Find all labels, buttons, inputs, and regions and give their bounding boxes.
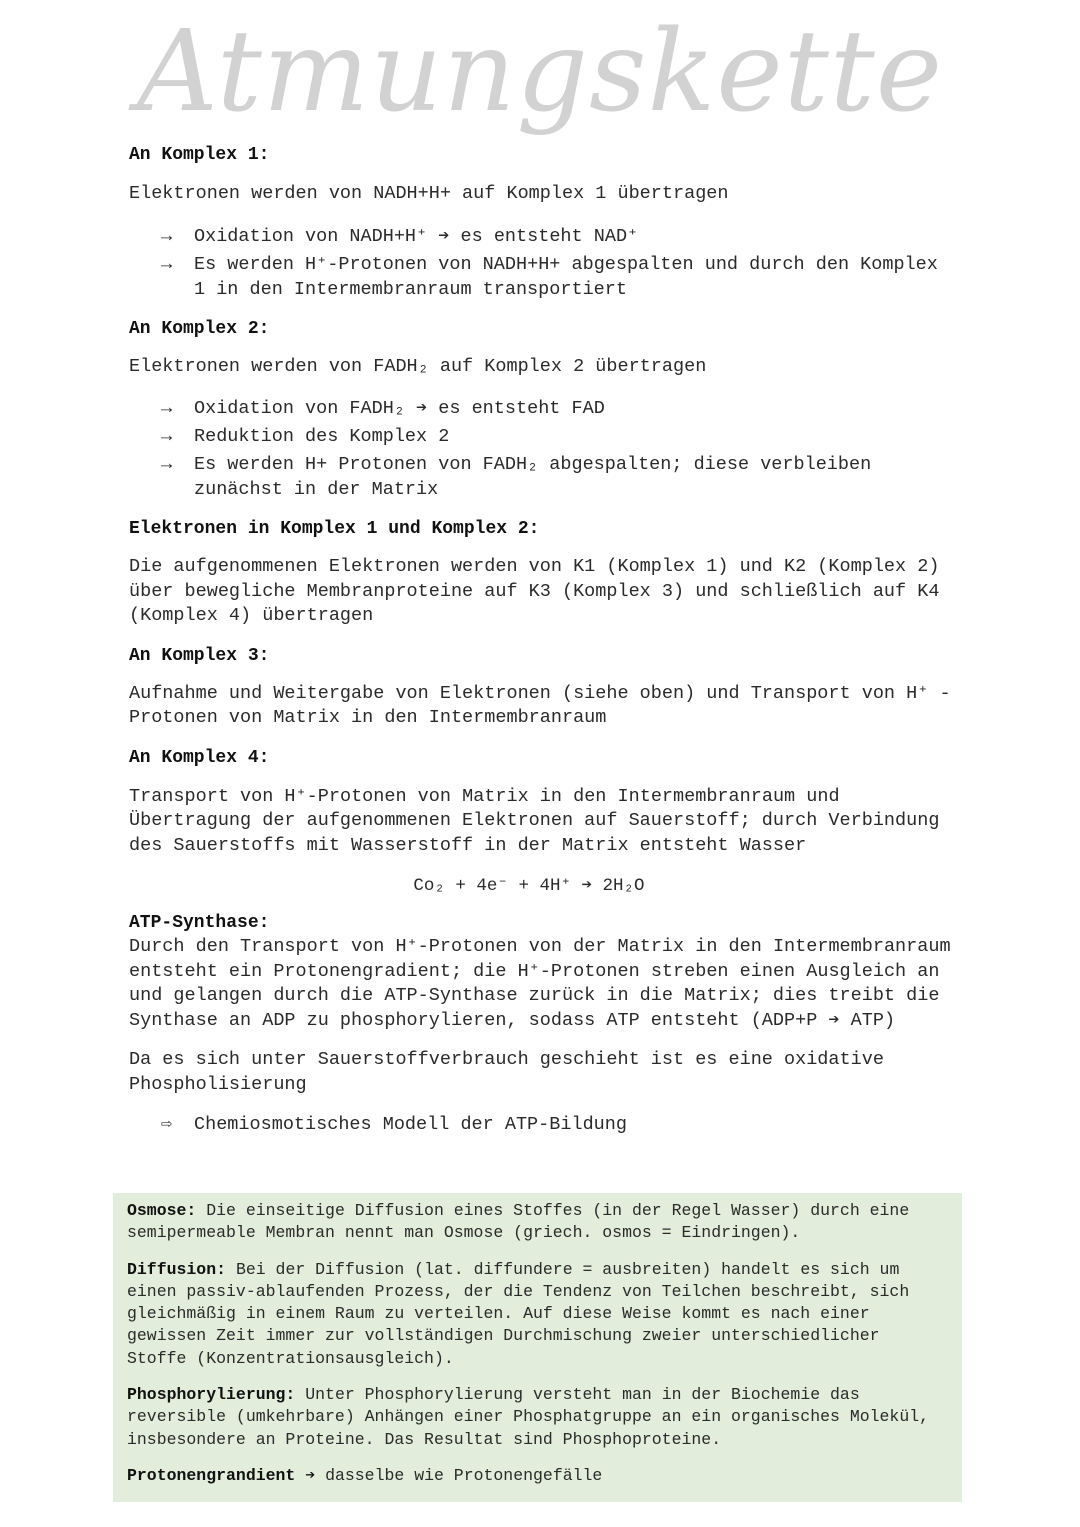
- list-item: → Oxidation von FADH₂ ➔ es entsteht FAD: [161, 398, 605, 419]
- heading-atp-synthase: ATP-Synthase:: [129, 913, 270, 933]
- glossary-item-phosphorylierung: Phosphorylierung: Unter Phosphorylierung versteht man in der Biochemie das reversible (umkehrbare) Anhängen einer Phosphatgruppe an ein organisches Molekül, insbesondere an Proteine. Das Resultat sind Phosphoproteine.: [127, 1385, 930, 1449]
- komplex-1-list: [129, 224, 959, 302]
- list-item: → Reduktion des Komplex 2: [161, 426, 450, 447]
- arrow-right-icon: →: [161, 225, 173, 247]
- glossary-item-protonengradient: Protonengrandient ➔ dasselbe wie Protonengefälle: [127, 1465, 603, 1485]
- glossary-box: [113, 1193, 962, 1502]
- komplex-2-text: Elektronen werden von FADH₂ auf Komplex 2 übertragen: [129, 355, 707, 377]
- atp-list: [129, 1112, 959, 1137]
- arrow-right-icon: →: [161, 253, 173, 275]
- page-title: Atmungskette: [136, 7, 943, 137]
- reaction-equation: Co₂ + 4e⁻ + 4H⁺ ➔ 2H₂O: [413, 876, 645, 896]
- arrow-right-icon: →: [161, 426, 173, 447]
- komplex-2-list: [129, 396, 959, 502]
- glossary-item-diffusion: Diffusion: Bei der Diffusion (lat. diffundere = ausbreiten) handelt es sich um einen passiv-ablaufenden Prozess, der die Tendenz von Teilchen beschreibt, sich gleichmäßig in einem Raum zu verteilen. Auf diese Weise kommt es nach einer gewissen Zeit immer zur vollständigen Durchmischung zweier unterschiedlicher Stoffe (Konzentrationsausgleich).: [127, 1259, 910, 1368]
- heading-komplex-1-und-2: Elektronen in Komplex 1 und Komplex 2:: [129, 519, 540, 539]
- heading-komplex-4: An Komplex 4:: [129, 747, 270, 768]
- heading-komplex-1: An Komplex 1:: [129, 145, 270, 165]
- atp-synthase-text-2: Da es sich unter Sauerstoffverbrauch geschieht ist es eine oxidative Phospholisierung: [129, 1049, 884, 1095]
- list-item: → Es werden H+ Protonen von FADH₂ abgespalten; diese verbleiben zunächst in der Matrix: [161, 454, 872, 500]
- komplex-4-text: Transport von H⁺-Protonen von Matrix in den Intermembranraum und Übertragung der aufgenommenen Elektronen auf Sauerstoff; durch Verbindung des Sauerstoffs mit Wasserstoff in der Matrix entsteht Wasser: [129, 785, 940, 856]
- komplex-3-text: Aufnahme und Weitergabe von Elektronen (siehe oben) und Transport von H⁺ -Protonen von Matrix in den Intermembranraum: [129, 682, 951, 728]
- list-item: ⇨ Chemiosmotisches Modell der ATP-Bildung: [161, 1114, 627, 1135]
- atp-synthase-text: Durch den Transport von H⁺-Protonen von der Matrix in den Intermembranraum entsteht ein Protonengradient; die H⁺-Protonen streben einen Ausgleich an und gelangen durch die ATP-Synthase zurück in die Matrix; dies treibt die Synthase an ADP zu phosphorylieren, sodass ATP entsteht (ADP+P ➔ ATP): [129, 936, 951, 1031]
- arrow-right-icon: →: [161, 398, 173, 419]
- heading-komplex-2: An Komplex 2:: [129, 318, 270, 339]
- glossary-item-osmose: Osmose: Die einseitige Diffusion eines Stoffes (in der Regel Wasser) durch eine semipermeable Membran nennt man Osmose (griech. osmos = Eindringen).: [127, 1201, 910, 1243]
- outline-arrow-icon: ⇨: [161, 1114, 173, 1135]
- heading-komplex-3: An Komplex 3:: [129, 645, 270, 666]
- komplex-1-text: Elektronen werden von NADH+H+ auf Komplex 1 übertragen: [129, 183, 729, 204]
- list-item: → Es werden H⁺-Protonen von NADH+H+ abgespalten und durch den Komplex 1 in den Intermembranraum transportiert: [161, 253, 938, 300]
- main-content: [129, 141, 959, 1137]
- arrow-right-icon: →: [161, 454, 173, 475]
- list-item: → Oxidation von NADH+H⁺ ➔ es entsteht NAD⁺: [161, 225, 639, 247]
- komplex-1-2-text: Die aufgenommenen Elektronen werden von K1 (Komplex 1) und K2 (Komplex 2) über bewegliche Membranproteine auf K3 (Komplex 3) und schließlich auf K4 (Komplex 4) übertragen: [129, 556, 940, 626]
